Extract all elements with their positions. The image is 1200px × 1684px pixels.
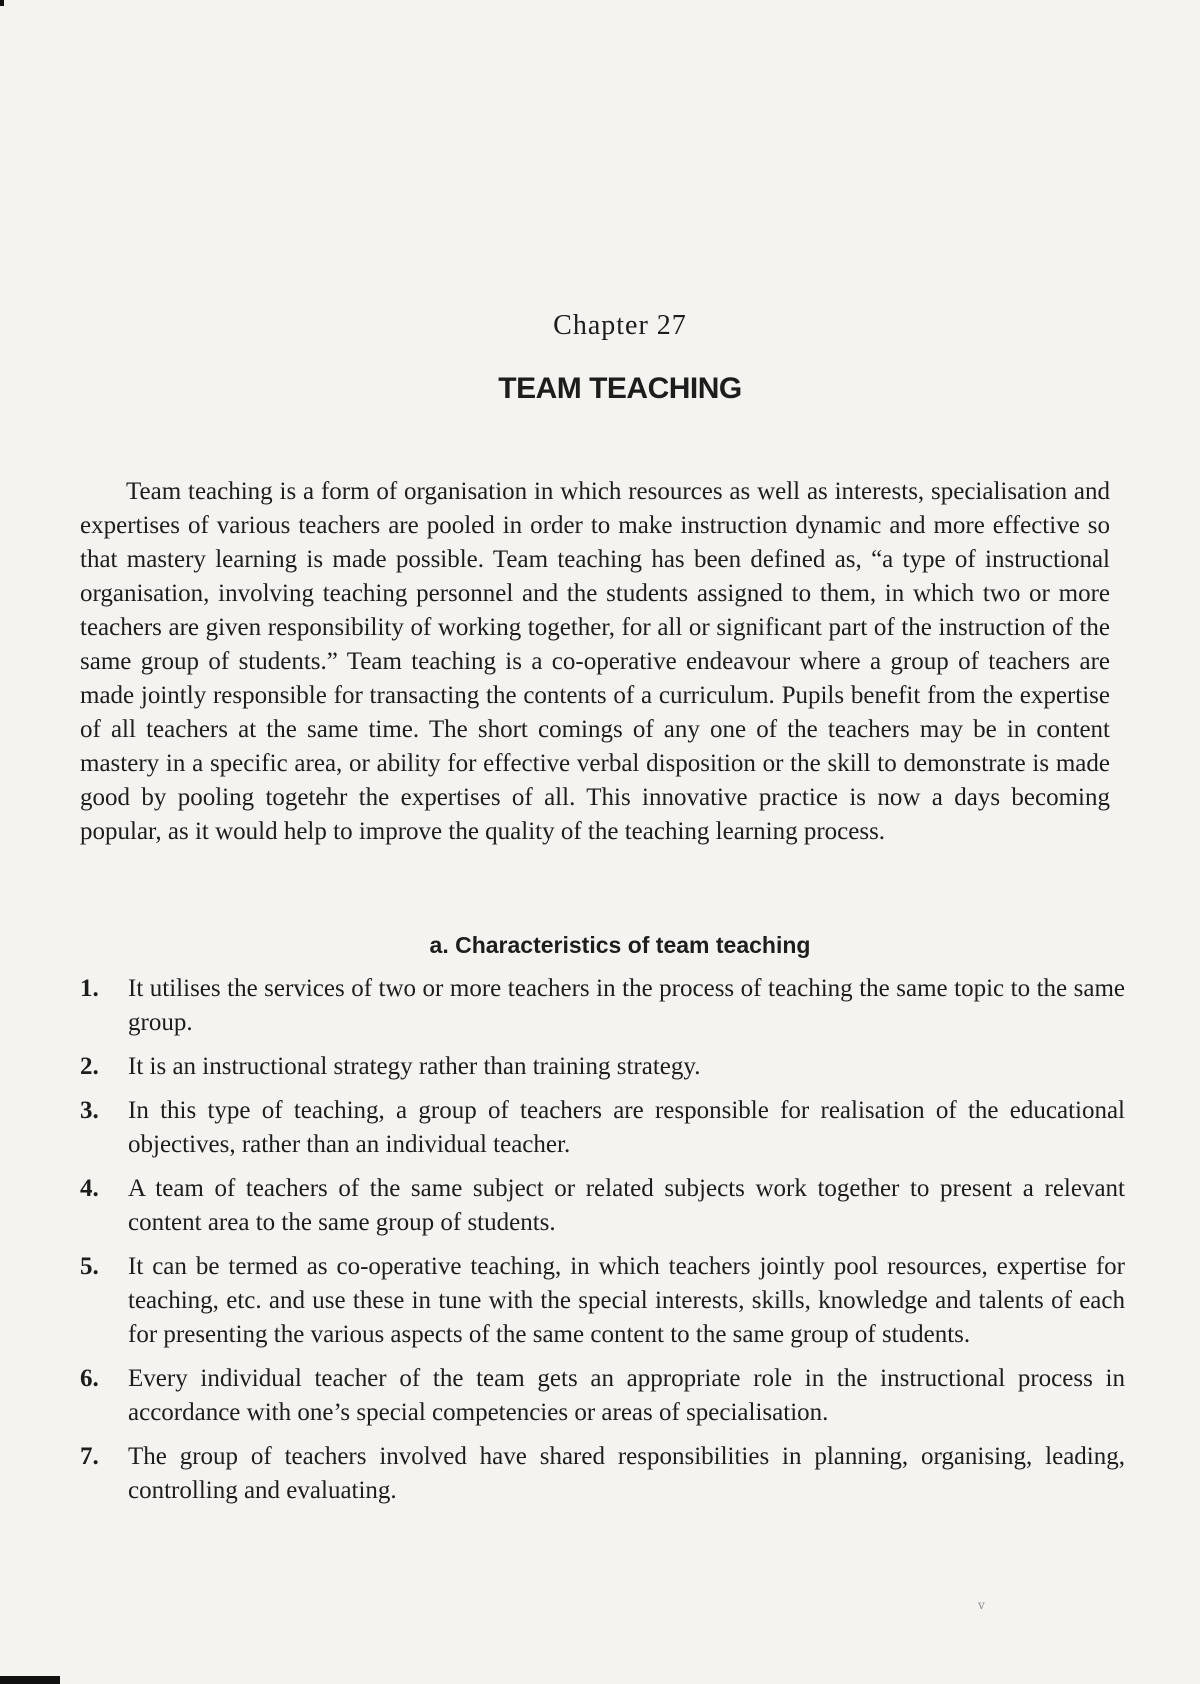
item-text: Every individual teacher of the team gets an appropriate role in the instructional process in accordance with one’s special competencies or areas of specialisation. bbox=[128, 1365, 1125, 1426]
item-number: 4. bbox=[80, 1175, 99, 1202]
list-item bbox=[80, 1250, 1125, 1352]
intro-paragraph: Team teaching is a form of organisation in which resources as well as interests, specialisation and expertises of various teachers are pooled in order to make instruction dynamic and more effective so that mastery learning is made possible. Team teaching has been defined as, “a type of instructional organisation, involving teaching personnel and the students assigned to them, in which two or more teachers are given responsibility of working together, for all or significant part of the instruction of the same group of students.” Team teaching is a co-operative endeavour where a group of teachers are made jointly responsible for transacting the contents of a curriculum. Pupils benefit from the expertise of all teachers at the same time. The short comings of any one of the teachers may be in content mastery in a specific area, or ability for effective verbal disposition or the skill to demonstrate is made good by pooling togetehr the expertises of all. This innovative practice is now a days becoming popular, as it would help to improve the quality of the teaching learning process. bbox=[80, 478, 1110, 845]
item-text: The group of teachers involved have shared responsibilities in planning, organising, leading, controlling and evaluating. bbox=[128, 1443, 1125, 1504]
list-item bbox=[80, 1094, 1125, 1162]
list-item bbox=[80, 972, 1125, 1040]
item-text: It can be termed as co-operative teaching, in which teachers jointly pool resources, expertise for teaching, etc. and use these in tune with the special interests, skills, knowledge and talents of each for presenting the various aspects of the same content to the same group of students. bbox=[128, 1253, 1125, 1348]
list-item bbox=[80, 1050, 1125, 1084]
item-text: A team of teachers of the same subject or related subjects work together to present a relevant content area to the same group of students. bbox=[128, 1175, 1125, 1236]
item-number: 1. bbox=[80, 975, 99, 1002]
page-mark: v bbox=[978, 1598, 985, 1612]
item-text: It is an instructional strategy rather than training strategy. bbox=[128, 1053, 701, 1080]
item-text: It utilises the services of two or more teachers in the process of teaching the same topic to the same group. bbox=[128, 975, 1125, 1036]
list-item bbox=[80, 1362, 1125, 1430]
scan-edge-shadow bbox=[0, 0, 4, 6]
list-item bbox=[80, 1440, 1125, 1508]
chapter-title: TEAM TEACHING bbox=[498, 372, 742, 405]
item-number: 3. bbox=[80, 1097, 99, 1124]
item-text: In this type of teaching, a group of teachers are responsible for realisation of the educational objectives, rather than an individual teacher. bbox=[128, 1097, 1125, 1158]
item-number: 6. bbox=[80, 1365, 99, 1392]
scan-edge-shadow bbox=[0, 1676, 60, 1684]
characteristics-list bbox=[80, 972, 1125, 1518]
chapter-label: Chapter 27 bbox=[553, 310, 687, 341]
item-number: 5. bbox=[80, 1253, 99, 1280]
list-item bbox=[80, 1172, 1125, 1240]
item-number: 2. bbox=[80, 1053, 99, 1080]
section-heading: a. Characteristics of team teaching bbox=[429, 932, 811, 958]
item-number: 7. bbox=[80, 1443, 99, 1470]
